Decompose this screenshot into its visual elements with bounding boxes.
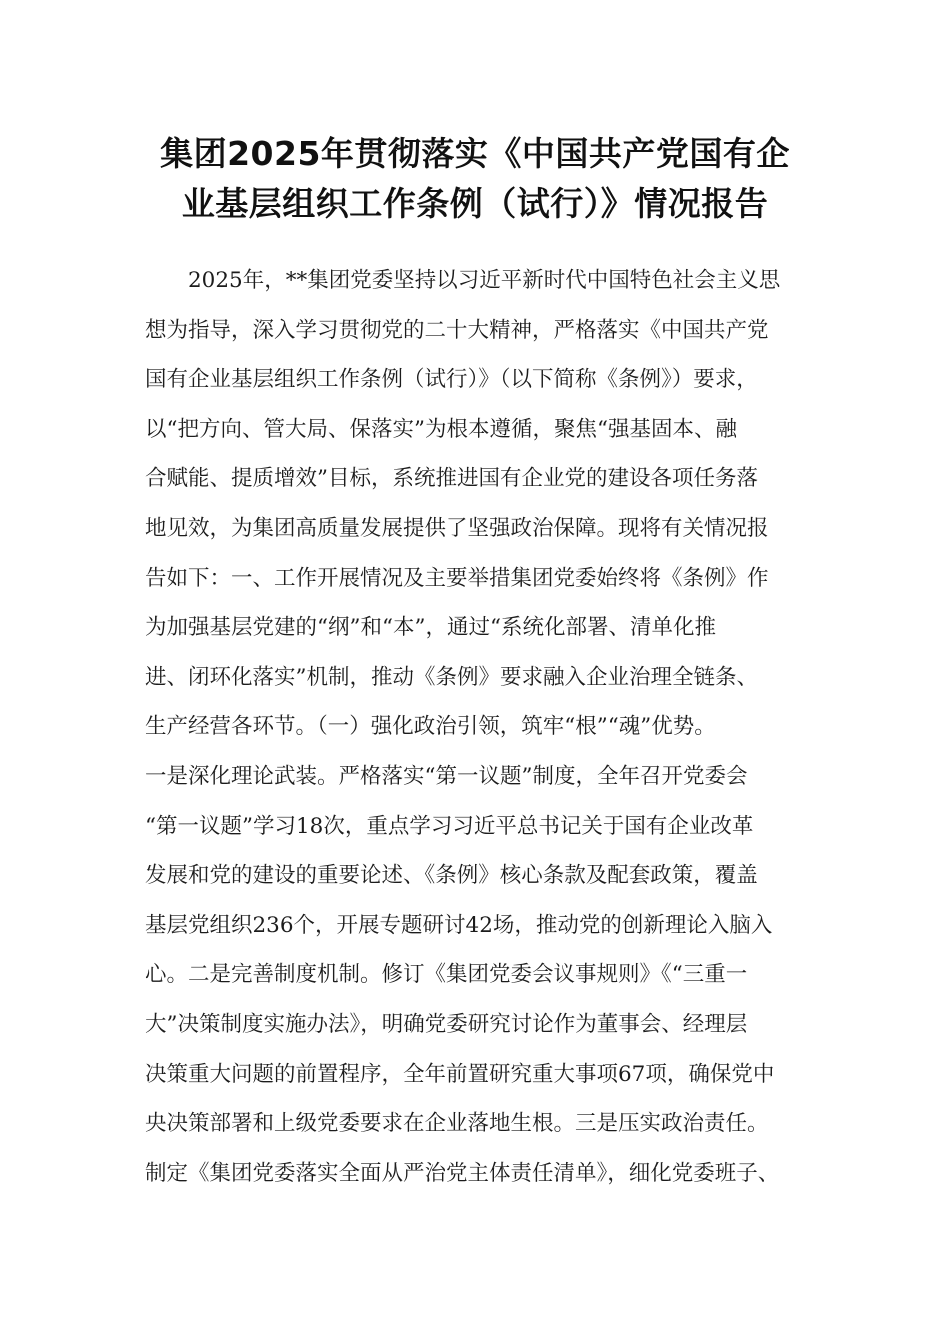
body-line: 央决策部署和上级党委要求在企业落地生根。三是压实政治责任。 (145, 1111, 769, 1137)
body-line: 心。二是完善制度机制。修订《集团党委会议事规则》《“三重一 (145, 962, 748, 988)
body-line: 告如下：一、工作开展情况及主要举措集团党委始终将《条例》作 (145, 565, 769, 591)
body-line: 合赋能、提质增效”目标，系统推进国有企业党的建设各项任务落 (145, 466, 758, 492)
body-line: 一是深化理论武装。严格落实“第一议题”制度，全年召开党委会 (145, 763, 748, 789)
body-line: 2025年，**集团党委坚持以习近平新时代中国特色社会主义思 (188, 268, 781, 293)
document-title-line-2: 业基层组织工作条例（试行）》情况报告 (181, 184, 769, 223)
body-line: 大”决策制度实施办法》，明确党委研究讨论作为董事会、经理层 (145, 1011, 748, 1037)
body-line: 制定《集团党委落实全面从严治党主体责任清单》，细化党委班子、 (145, 1160, 780, 1186)
body-line: 决策重大问题的前置程序，全年前置研究重大事项67项，确保党中 (145, 1061, 775, 1087)
body-line: 为加强基层党建的“纲”和“本”，通过“系统化部署、清单化推 (145, 615, 716, 641)
document-body (145, 256, 835, 1198)
body-line: 基层党组织236个，开展专题研讨42场，推动党的创新理论入脑入 (145, 912, 773, 938)
document-title-line-1: 集团2025年贯彻落实《中国共产党国有企 (160, 134, 790, 173)
body-line: 地见效，为集团高质量发展提供了坚强政治保障。现将有关情况报 (145, 515, 769, 541)
body-line: 生产经营各环节。（一）强化政治引领，筑牢“根”“魂”优势。 (145, 714, 716, 740)
body-line: 以“把方向、管大局、保落实”为根本遵循，聚焦“强基固本、融 (145, 416, 737, 442)
body-line: 发展和党的建设的重要论述、《条例》核心条款及配套政策，覆盖 (145, 863, 758, 889)
body-line: 进、闭环化落实”机制，推动《条例》要求融入企业治理全链条、 (145, 664, 758, 690)
body-line: 想为指导，深入学习贯彻党的二十大精神，严格落实《中国共产党 (145, 317, 769, 343)
body-line: “第一议题”学习18次，重点学习习近平总书记关于国有企业改革 (145, 813, 754, 839)
body-line: 国有企业基层组织工作条例（试行）》（以下简称《条例》）要求， (145, 367, 758, 393)
